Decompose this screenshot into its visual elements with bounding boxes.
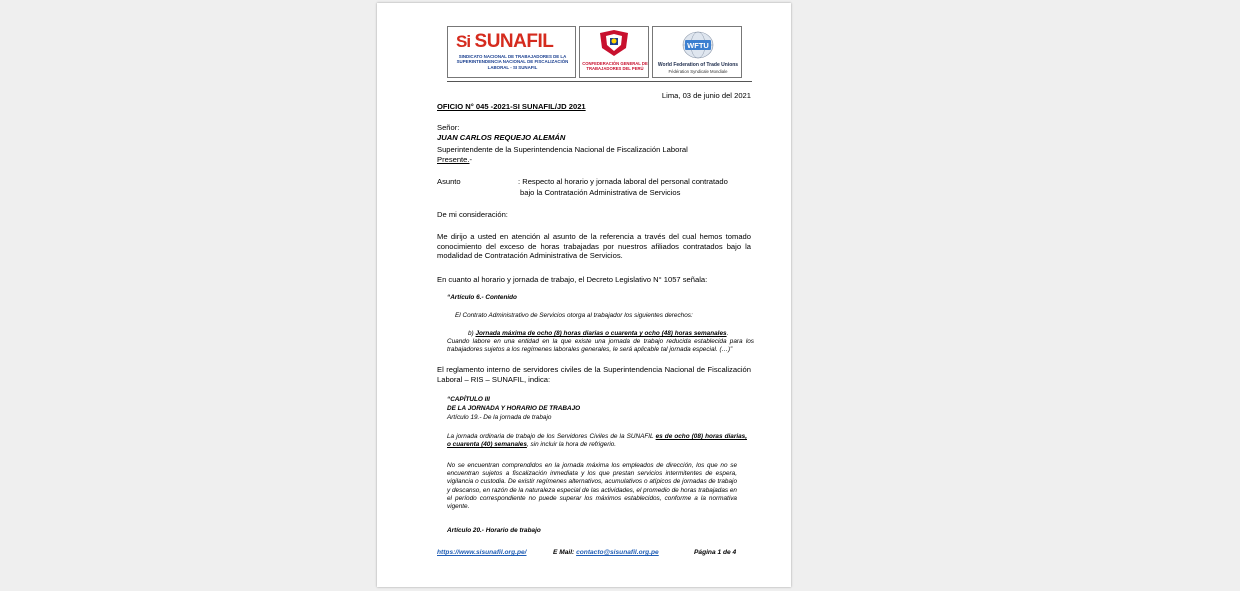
paragraph-2: En cuanto al horario y jornada de trabajo, el Decreto Legislativo N° 1057 señala:: [437, 275, 708, 284]
quote2-chapter: “CAPÍTULO III: [447, 396, 490, 403]
quote1-item-b-rest: Cuando labore en una entidad en la que existe una jornada de trabajo reducida establecida para los trabajadores sujetos a los regímenes laborales generales, le será aplicable tal jornada especial. (…)”: [447, 338, 754, 354]
greeting: De mi consideración:: [437, 210, 508, 219]
sindicato-name: SINDICATO NACIONAL DE TRABAJADORES DE LA SUPERINTENDENCIA NACIONAL DE FISCALIZACIÓN LABORAL - SI SUNAFIL: [456, 54, 569, 70]
asunto-line-1: : Respecto al horario y jornada laboral del personal contratado: [518, 177, 728, 186]
quote2-p1-b: es de ocho (08) horas diarias, o cuarenta (40) semanales: [447, 433, 748, 449]
wftu-subtitle: Fédération Syndicale Mondiale: [668, 69, 728, 74]
quote2-paragraph-1: [447, 433, 747, 449]
footer-email: [553, 549, 659, 556]
quote1-title: “Artículo 6.- Contenido: [447, 294, 517, 301]
cgtp-logo: [579, 26, 649, 78]
asunto-label: Asunto: [437, 177, 461, 186]
footer-page-number: Página 1 de 4: [694, 549, 737, 556]
quote2-chapter-title: DE LA JORNADA Y HORARIO DE TRABAJO: [447, 405, 581, 412]
footer-website-link[interactable]: https://www.sisunafil.org.pe/: [437, 549, 527, 556]
recipient-name: JUAN CARLOS REQUEJO ALEMÁN: [437, 133, 566, 142]
oficio-number: OFICIO N° 045 -2021-SI SUNAFIL/JD 2021: [437, 102, 586, 111]
sunafil-logo-word: SUNAFIL: [474, 31, 554, 52]
paragraph-3: El reglamento interno de servidores civiles de la Superintendencia Nacional de Fiscalización Laboral – RIS – SUNAFIL, indica:: [437, 365, 751, 384]
wftu-globe-icon: [675, 30, 721, 60]
asunto-line-2: bajo la Contratación Administrativa de Servicios: [520, 188, 681, 197]
document-page: [377, 3, 791, 587]
quote2-article-19: Artículo 19.- De la jornada de trabajo: [447, 414, 552, 421]
presente: [437, 155, 472, 165]
si-logo-glyph: [456, 32, 470, 51]
cgtp-emblem-icon: [594, 30, 634, 58]
wftu-name: World Federation of Trade Unions: [657, 62, 739, 68]
si-logo-letters: Si: [456, 32, 471, 51]
presente-dash: -: [469, 155, 473, 164]
salutation-senor: Señor:: [437, 123, 460, 132]
quote1-item-b-bold: Jornada máxima de ocho (8) horas diarias o cuarenta y ocho (48) horas semanales: [475, 330, 727, 337]
footer-email-label: E Mail:: [553, 549, 575, 556]
quote2-article-20: Artículo 20.- Horario de trabajo: [447, 527, 541, 534]
quote1-line: El Contrato Administrativo de Servicios otorga al trabajador los siguientes derechos:: [455, 312, 693, 319]
quote1-item-b-prefix: b): [468, 330, 474, 337]
quote2-p1-c: , sin incluir la hora de refrigerio.: [526, 441, 617, 449]
wftu-badge: WFTU: [687, 41, 709, 50]
wftu-logo: [652, 26, 742, 78]
header-rule: [447, 81, 752, 82]
paragraph-1: Me dirijo a usted en atención al asunto de la referencia a través del cual hemos tomado conocimiento del exceso de horas trabajadas por nuestros afiliados contratados bajo la modalidad de Contratación Administrativa de Servicios.: [437, 232, 751, 261]
quote1-item-b: b) Jornada máxima de ocho (8) horas diarias o cuarenta y ocho (48) horas semanales.: [468, 330, 729, 337]
recipient-title: Superintendente de la Superintendencia Nacional de Fiscalización Laboral: [437, 145, 688, 154]
presente-word: Presente.: [437, 155, 470, 164]
footer-email-link[interactable]: contacto@sisunafil.org.pe: [576, 549, 659, 556]
si-sunafil-logo: [447, 26, 576, 78]
letter-date: Lima, 03 de junio del 2021: [661, 91, 751, 100]
quote2-p1-a: La jornada ordinaria de trabajo de los Servidores Civiles de la SUNAFIL: [447, 433, 654, 440]
quote2-paragraph-2: No se encuentran comprendidos en la jornada máxima los empleados de dirección, los que no se encuentran sujetos a fiscalización inmediata y los que prestan servicios intermitentes de espera, vigilancia o custodia. De existir regímenes alternativos, acumulativos o atípicos de jornadas de trabajo y descanso, en razón de la naturaleza especial de las actividades, el promedio de horas trabajadas en el período correspondiente no puede superar los máximos establecidos, conforme a la normativa vigente.: [447, 462, 737, 511]
cgtp-name: CONFEDERACIÓN GENERAL DE TRABAJADORES DEL PERÚ: [582, 61, 648, 72]
